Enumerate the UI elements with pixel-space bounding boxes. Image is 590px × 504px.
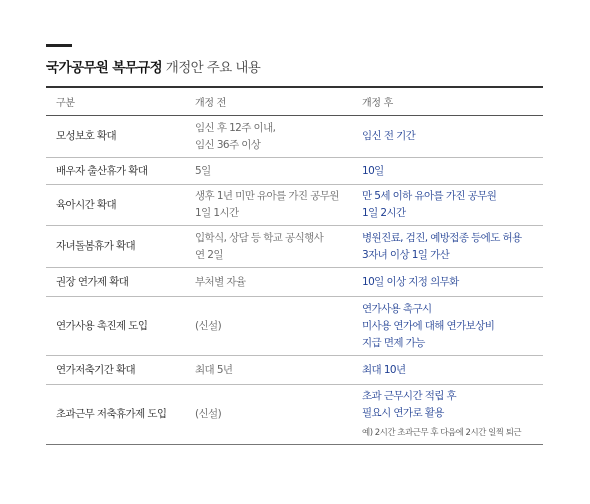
row-category: 육아시간 확대	[56, 198, 116, 211]
table-row	[46, 226, 543, 268]
row-after	[352, 116, 543, 158]
row-after-line: 지급 면제 가능	[362, 336, 425, 349]
title-light: 개정안 주요 내용	[165, 60, 261, 76]
table-row	[46, 297, 543, 356]
row-after-line: 미사용 연가에 대해 연가보상비	[362, 319, 495, 332]
row-after-line: 만 5세 이하 유아를 가진 공무원	[362, 190, 497, 202]
row-category: 연가사용 촉진제 도입	[56, 319, 148, 332]
page-title	[46, 56, 260, 76]
row-after-line: 초과 근무시간 적립 후	[362, 389, 457, 402]
table-row	[46, 158, 543, 185]
header-category: 구분	[56, 98, 75, 109]
row-before-line: 1일 1시간	[195, 207, 239, 219]
row-before-line: (신설)	[195, 319, 222, 332]
row-before-line: 임신 후 12주 이내,	[195, 121, 276, 134]
row-after	[352, 185, 543, 226]
row-before-line: 부처별 자율	[195, 275, 246, 288]
row-category: 권장 연가제 확대	[56, 275, 129, 288]
table-header-row	[46, 87, 543, 116]
title-accent-rule	[46, 44, 72, 47]
row-after-line: 1일 2시간	[362, 207, 406, 219]
header-after: 개정 후	[362, 98, 393, 109]
row-before	[185, 268, 352, 297]
row-after-line: 10일	[362, 164, 384, 177]
table-row	[46, 385, 543, 445]
header-before: 개정 전	[195, 98, 226, 109]
row-after	[352, 385, 543, 445]
row-after	[352, 158, 543, 185]
row-after	[352, 226, 543, 268]
row-before-line: 5일	[195, 164, 211, 177]
row-category: 초과근무 저축휴가제 도입	[56, 408, 167, 420]
row-category: 모성보호 확대	[56, 130, 116, 142]
comparison-table	[46, 86, 543, 445]
table-row	[46, 356, 543, 385]
row-before-line: (신설)	[195, 408, 222, 420]
row-after-line: 최대 10년	[362, 363, 406, 376]
row-after-line: 병원진료, 검진, 예방접종 등에도 허용	[362, 231, 522, 244]
row-before	[185, 116, 352, 158]
row-after-line: 임신 전 기간	[362, 130, 416, 142]
row-after-line: 필요시 연가로 활용	[362, 406, 444, 419]
row-after	[352, 356, 543, 385]
row-category: 배우자 출산휴가 확대	[56, 164, 148, 177]
row-after-line: 연가사용 촉구시	[362, 302, 432, 315]
row-before	[185, 385, 352, 445]
row-before	[185, 356, 352, 385]
row-before	[185, 158, 352, 185]
title-bold: 국가공무원 복무규정	[46, 60, 163, 76]
row-before	[185, 226, 352, 268]
row-before-line: 연 2일	[195, 248, 223, 261]
row-after-line: 10일 이상 지정 의무화	[362, 275, 459, 288]
row-before	[185, 185, 352, 226]
row-category: 연가저축기간 확대	[56, 363, 136, 376]
table-row	[46, 185, 543, 226]
row-after-note: 예) 2시간 초과근무 후 다음에 2시간 일찍 퇴근	[362, 427, 522, 438]
table-row	[46, 116, 543, 158]
row-after	[352, 297, 543, 356]
row-before	[185, 297, 352, 356]
row-after	[352, 268, 543, 297]
row-before-line: 입학식, 상담 등 학교 공식행사	[195, 231, 324, 244]
row-before-line: 생후 1년 미만 유아를 가진 공무원	[195, 190, 339, 202]
row-after-line: 3자녀 이상 1일 가산	[362, 248, 450, 261]
row-before-line: 임신 36주 이상	[195, 138, 261, 151]
row-before-line: 최대 5년	[195, 363, 233, 376]
table-row	[46, 268, 543, 297]
row-category: 자녀돌봄휴가 확대	[56, 240, 136, 252]
